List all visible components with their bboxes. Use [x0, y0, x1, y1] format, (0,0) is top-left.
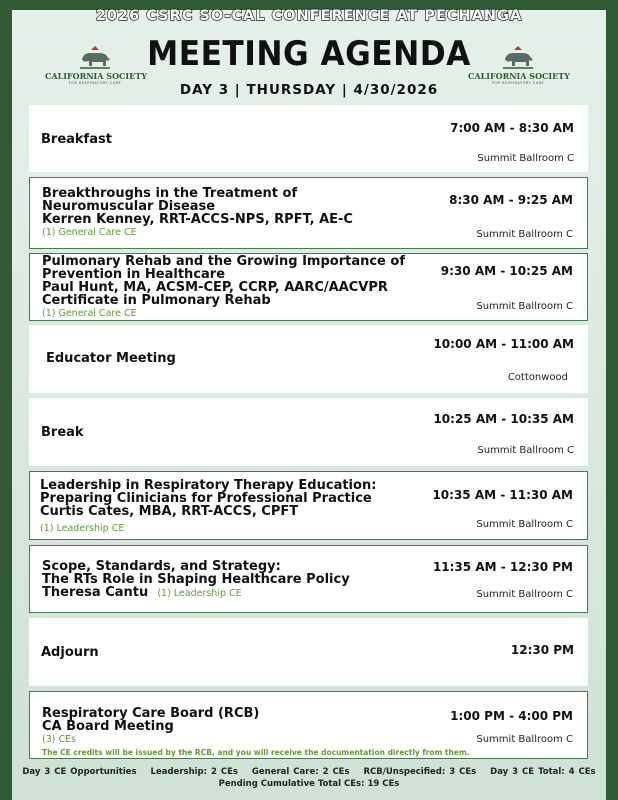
title-line: Respiratory Care Board (RCB): [42, 706, 260, 721]
cumulative-total: Pending Cumulative Total CEs: 19 CEs: [218, 779, 400, 789]
agenda-item-leadership-education: [29, 471, 588, 540]
agenda-item-scope-standards: [29, 545, 588, 613]
right-border: [606, 0, 618, 800]
speaker-name: Theresa Cantu: [42, 585, 149, 600]
session-time: 10:35 AM - 11:30 AM: [432, 488, 573, 502]
session-title: [42, 707, 470, 759]
session-room: Summit Ballroom C: [476, 519, 573, 530]
session-title: Educator Meeting: [46, 351, 176, 366]
session-title: [42, 187, 353, 239]
speaker-line: Kerren Kenney, RRT-ACCS-NPS, RPFT, AE-C: [42, 212, 353, 227]
session-time: 10:00 AM - 11:00 AM: [433, 337, 574, 351]
session-time: 7:00 AM - 8:30 AM: [450, 121, 574, 135]
agenda-item-breakfast: [29, 105, 588, 172]
speaker-line: Curtis Cates, MBA, RRT-ACCS, CPFT: [40, 504, 299, 519]
title-line: Preparing Clinicians for Professional Practice: [40, 491, 372, 506]
left-border: [0, 0, 12, 800]
ce-summary-item: General Care: 2 CEs: [251, 767, 350, 777]
agenda-item-pulmonary-rehab: [29, 253, 588, 321]
date-label: 4/30/2026: [353, 82, 439, 98]
ce-note: The CE credits will be issued by the RCB, and you will receive the documentation directly from them.: [42, 748, 470, 757]
session-time: 10:25 AM - 10:35 AM: [433, 412, 574, 426]
session-room: Summit Ballroom C: [476, 589, 573, 600]
speaker-line: Paul Hunt, MA, ACSM-CEP, CCRP, AARC/AACVPR: [42, 280, 388, 295]
session-time: 11:35 AM - 12:30 PM: [432, 560, 573, 574]
session-title: [40, 479, 376, 535]
title-line: Breakthroughs in the Treatment of: [42, 186, 298, 201]
session-title: [42, 255, 405, 320]
conference-title: 2026 CSRC SO-CAL CONFERENCE AT PECHANGA: [95, 8, 523, 24]
ce-summary: [0, 767, 618, 777]
title-line: Scope, Standards, and Strategy:: [42, 559, 281, 574]
weekday-label: THURSDAY: [246, 82, 337, 98]
title-line: Prevention in Healthcare: [42, 267, 226, 282]
ce-credit: (1) General Care CE: [42, 308, 137, 319]
title-line: Neuromuscular Disease: [42, 199, 216, 214]
agenda-item-adjourn: [29, 618, 588, 686]
ce-summary-item: RCB/Unspecified: 3 CEs: [363, 767, 477, 777]
session-time: 8:30 AM - 9:25 AM: [449, 193, 573, 207]
ce-credit: (3) CEs: [42, 734, 77, 745]
session-title: Breakfast: [41, 132, 112, 147]
logo-subtext: FOR RESPIRATORY CARE: [491, 81, 545, 85]
session-room: Summit Ballroom C: [476, 734, 573, 745]
agenda-item-educator-meeting: [29, 325, 588, 393]
page-title: MEETING AGENDA: [147, 34, 471, 74]
session-room: Summit Ballroom C: [476, 229, 573, 240]
logo-text: CALIFORNIA SOCIETY: [468, 71, 570, 81]
ce-summary-item: Day 3 CE Opportunities: [22, 767, 137, 777]
speaker-line: [42, 586, 350, 600]
session-time: 12:30 PM: [510, 643, 574, 657]
title-line: Leadership in Respiratory Therapy Education:: [40, 478, 377, 493]
ce-summary-item: Leadership: 2 CEs: [150, 767, 238, 777]
day-label: DAY 3: [179, 82, 230, 98]
ce-credit: (1) General Care CE: [42, 227, 137, 238]
agenda-item-rcb-board: [29, 691, 588, 759]
title-line: CA Board Meeting: [42, 719, 174, 734]
ce-credit: (1) Leadership CE: [40, 523, 125, 534]
session-title: [42, 560, 350, 600]
session-title: Break: [41, 425, 84, 440]
logo-text: CALIFORNIA SOCIETY: [45, 71, 147, 81]
session-room: Summit Ballroom C: [476, 301, 573, 312]
title-line: Pulmonary Rehab and the Growing Importance of: [42, 254, 405, 269]
session-time: 1:00 PM - 4:00 PM: [450, 709, 573, 723]
logo-subtext: FOR RESPIRATORY CARE: [68, 81, 122, 85]
day-line: DAY 3 | THURSDAY | 4/30/2026: [179, 82, 439, 98]
session-room: Summit Ballroom C: [477, 153, 574, 164]
title-line: The RTs Role in Shaping Healthcare Policy: [42, 572, 350, 587]
session-time: 9:30 AM - 10:25 AM: [440, 264, 573, 278]
ce-summary-item: Day 3 CE Total: 4 CEs: [490, 767, 596, 777]
session-room: Cottonwood: [507, 372, 568, 383]
agenda-item-neuromuscular: [29, 177, 588, 249]
ce-credit: (1) Leadership CE: [157, 588, 242, 599]
agenda-item-break: [29, 398, 588, 466]
speaker-line: Certificate in Pulmonary Rehab: [42, 293, 271, 308]
session-title: Adjourn: [41, 645, 99, 660]
session-room: Summit Ballroom C: [477, 445, 574, 456]
